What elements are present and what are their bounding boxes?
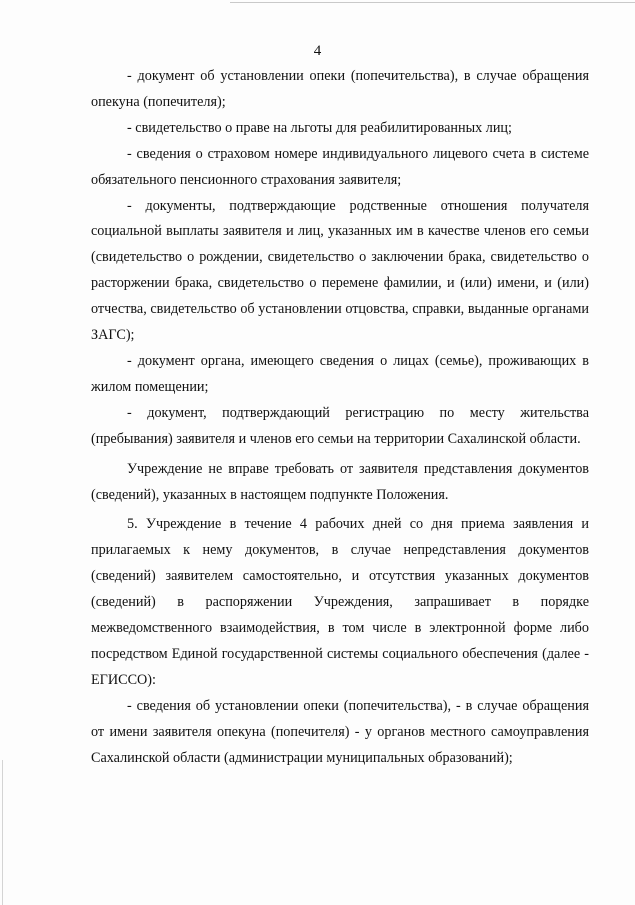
paragraph-residents-document: - документ органа, имеющего сведения о лицах (семье), проживающих в жилом помещении; — [91, 352, 589, 395]
paragraph-guardianship-info-request: - сведения об установлении опеки (попечительства), - в случае обращения от имени заявителя опекуна (попечителя) - у органов местного самоуправления Сахалинской области (администрации муниципальных образований); — [91, 697, 589, 766]
scan-edge-left — [2, 760, 3, 905]
paragraph-guardianship-document: - документ об установлении опеки (попечительства), в случае обращения опекуна (попечителя); — [91, 68, 589, 110]
paragraph-section-5: 5. Учреждение в течение 4 рабочих дней со дня приема заявления и прилагаемых к нему документов, в случае непредставления документов (сведений) заявителем самостоятельно, и отсутствия указанных документов (сведений) в распоряжении Учреждения, запрашивает в порядке межведомственного взаимодействия, в том числе в электронной форме либо посредством Единой государственной системы социального обеспечения (далее - ЕГИССО): — [91, 516, 589, 688]
document-body — [91, 64, 589, 771]
paragraph-insurance-number: - сведения о страховом номере индивидуального лицевого счета в системе обязательного пенсионного страхования заявителя; — [91, 145, 589, 188]
scan-edge-top — [230, 2, 635, 3]
paragraph-rehabilitated-certificate: - свидетельство о праве на льготы для реабилитированных лиц; — [127, 119, 512, 136]
paragraph-kinship-documents: - документы, подтверждающие родственные отношения получателя социальной выплаты заявителя и лиц, указанных им в качестве членов его семьи (свидетельство о рождении, свидетельство о заключении брака, свидетельство о расторжении брака, свидетельство о перемене фамилии, и (или) имени, и (или) отчества, свидетельство об установлении отцовства, справки, выданные органами ЗАГС); — [91, 197, 589, 344]
paragraph-institution-restriction: Учреждение не вправе требовать от заявителя представления документов (сведений), указанных в настоящем подпункте Положения. — [91, 460, 589, 503]
page-number: 4 — [313, 43, 322, 59]
paragraph-registration-document: - документ, подтверждающий регистрацию по месту жительства (пребывания) заявителя и членов его семьи на территории Сахалинской области. — [91, 404, 589, 447]
